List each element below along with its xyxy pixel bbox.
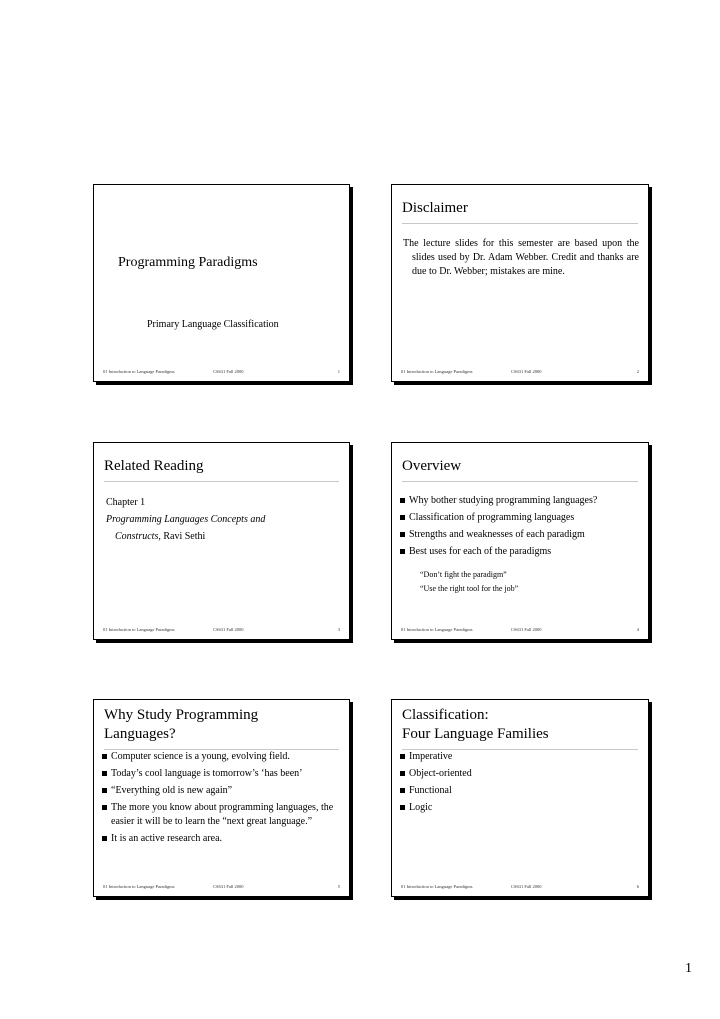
list-item-text: It is an active research area. bbox=[111, 833, 223, 844]
reading-list bbox=[106, 494, 339, 545]
footer-course: 01 Introduction to Language Paradigms bbox=[103, 369, 175, 374]
list-item bbox=[400, 750, 644, 764]
reading-chapter: Chapter 1 bbox=[106, 497, 146, 508]
disclaimer-text: The lecture slides for this semester are based upon the slides used by Dr. Adam Webber. Credit and thanks are due to Dr. Webber; mistakes are mine. bbox=[403, 238, 639, 277]
page-number: 1 bbox=[685, 961, 692, 976]
slide-3 bbox=[93, 442, 350, 640]
list-item bbox=[400, 494, 644, 508]
slide-4-title: Overview bbox=[402, 457, 638, 482]
list-item bbox=[102, 832, 345, 846]
bullet-icon bbox=[102, 805, 107, 810]
footer-course: 01 Introduction to Language Paradigms bbox=[401, 884, 473, 889]
bullet-icon bbox=[400, 754, 405, 759]
footer-term: CS631 Fall 2000 bbox=[213, 884, 244, 889]
slide-4 bbox=[391, 442, 649, 640]
list-item-text: Computer science is a young, evolving field. bbox=[111, 751, 290, 762]
footer-term: CS631 Fall 2000 bbox=[511, 369, 542, 374]
slide-number: 1 bbox=[337, 369, 340, 374]
list-item-text: Why bother studying programming languages? bbox=[409, 495, 598, 506]
footer-term: CS631 Fall 2000 bbox=[511, 627, 542, 632]
bullet-icon bbox=[102, 788, 107, 793]
list-item bbox=[400, 801, 644, 815]
slide-5-title-line1: Why Study Programming bbox=[104, 707, 259, 723]
list-item-text: “Everything old is new again” bbox=[111, 785, 233, 796]
list-item-text: Logic bbox=[409, 802, 433, 813]
slide-5 bbox=[93, 699, 350, 897]
slide-2-title: Disclaimer bbox=[402, 199, 638, 224]
reading-author: Ravi Sethi bbox=[160, 531, 206, 542]
bullet-icon bbox=[400, 515, 405, 520]
overview-sub-list bbox=[420, 568, 518, 596]
slide-1 bbox=[93, 184, 350, 382]
list-item bbox=[400, 528, 644, 542]
why-study-list bbox=[102, 750, 345, 849]
slide-2 bbox=[391, 184, 649, 382]
bullet-icon bbox=[400, 549, 405, 554]
footer-course: 01 Introduction to Language Paradigms bbox=[401, 627, 473, 632]
bullet-icon bbox=[102, 836, 107, 841]
slide-6 bbox=[391, 699, 649, 897]
footer-term: CS631 Fall 2000 bbox=[213, 627, 244, 632]
sub-list-item: “Use the right tool for the job” bbox=[420, 584, 519, 593]
slide-5-title bbox=[104, 706, 339, 750]
slide-6-title-line1: Classification: bbox=[402, 707, 489, 723]
bullet-icon bbox=[400, 771, 405, 776]
footer-course: 01 Introduction to Language Paradigms bbox=[103, 627, 175, 632]
bullet-icon bbox=[400, 532, 405, 537]
footer-course: 01 Introduction to Language Paradigms bbox=[401, 369, 473, 374]
list-item bbox=[102, 767, 345, 781]
language-families-list bbox=[400, 750, 644, 818]
list-item bbox=[102, 801, 345, 829]
slide-number: 5 bbox=[337, 884, 340, 889]
bullet-icon bbox=[400, 805, 405, 810]
slide-6-title-line2: Four Language Families bbox=[402, 726, 549, 742]
slide-3-title: Related Reading bbox=[104, 457, 339, 482]
footer-course: 01 Introduction to Language Paradigms bbox=[103, 884, 175, 889]
slide-number: 2 bbox=[636, 369, 639, 374]
list-item-text: Best uses for each of the paradigms bbox=[409, 546, 552, 557]
bullet-icon bbox=[102, 771, 107, 776]
list-item bbox=[400, 511, 644, 525]
list-item bbox=[102, 784, 345, 798]
reading-book-line2 bbox=[106, 528, 339, 545]
bullet-icon bbox=[102, 754, 107, 759]
list-item-text: Object-oriented bbox=[409, 768, 472, 779]
footer-term: CS631 Fall 2000 bbox=[511, 884, 542, 889]
list-item-text: The more you know about programming languages, the easier it will be to learn the “next great language.” bbox=[111, 802, 334, 827]
slide-number: 3 bbox=[337, 627, 340, 632]
list-item-text: Functional bbox=[409, 785, 452, 796]
list-item-text: Today’s cool language is tomorrow’s ‘has been’ bbox=[111, 768, 303, 779]
list-item-text: Classification of programming languages bbox=[409, 512, 575, 523]
overview-list bbox=[400, 494, 644, 562]
list-item bbox=[400, 784, 644, 798]
bullet-icon bbox=[400, 788, 405, 793]
list-item-text: Strengths and weaknesses of each paradigm bbox=[409, 529, 585, 540]
slide-number: 6 bbox=[636, 884, 639, 889]
slide-1-subtitle: Primary Language Classification bbox=[147, 319, 279, 330]
bullet-icon bbox=[400, 498, 405, 503]
reading-book-title: Programming Languages Concepts and bbox=[106, 514, 266, 525]
list-item bbox=[400, 545, 644, 559]
sub-list-item: “Don’t fight the paradigm” bbox=[420, 570, 507, 579]
list-item-text: Imperative bbox=[409, 751, 453, 762]
list-item bbox=[400, 767, 644, 781]
footer-term: CS631 Fall 2000 bbox=[213, 369, 244, 374]
slide-number: 4 bbox=[636, 627, 639, 632]
slide-1-title: Programming Paradigms bbox=[118, 255, 258, 270]
slide-5-title-line2: Languages? bbox=[104, 726, 176, 742]
list-item bbox=[102, 750, 345, 764]
reading-book-title-cont: Constructs, bbox=[115, 531, 161, 542]
slide-6-title bbox=[402, 706, 638, 750]
